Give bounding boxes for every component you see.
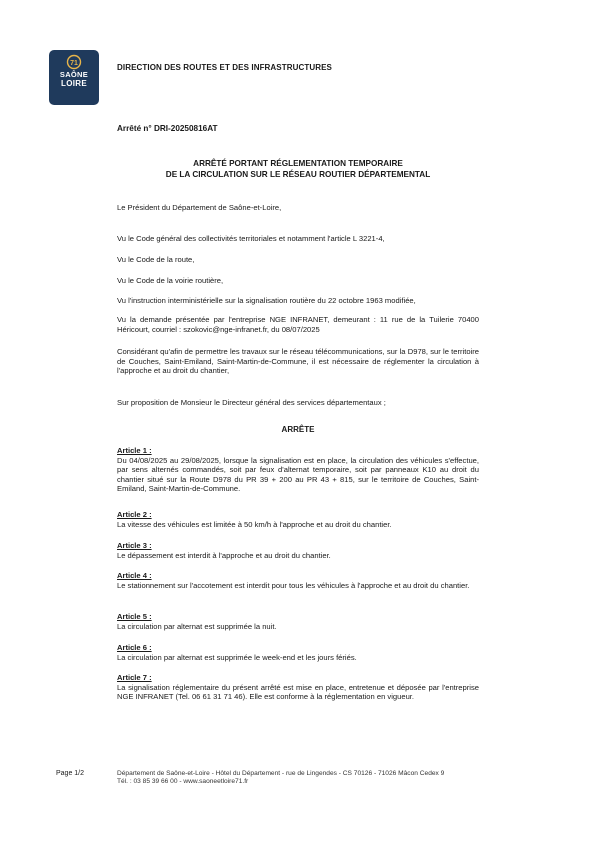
vu-paragraph-4: Vu l'instruction interministérielle sur la signalisation routière du 22 octobre 1963 modifiée, — [117, 296, 416, 305]
logo-emblem-icon — [66, 54, 82, 70]
footer-line-1: Département de Saône-et-Loire - Hôtel du Département - rue de Lingendes - CS 70126 - 71026 Mâcon Cedex 9 — [117, 770, 445, 777]
footer-address — [117, 770, 444, 787]
department-logo — [49, 50, 99, 105]
article-5 — [117, 612, 479, 631]
article-2 — [117, 510, 479, 529]
svg-text:71: 71 — [70, 60, 78, 67]
article-text: Du 04/08/2025 au 29/08/2025, lorsque la signalisation est en place, la circulation des véhicules s'effectue, par sens alternés commandés, soit par feux d'alternat temporaire, soit par panneaux K10 au droit du chantier situé sur la Route D978 du PR 39 + 200 au PR 43 + 815, sur le territoire de Couches, Saint-Emiland, Saint-Martin-de-Commune. — [117, 455, 479, 494]
decree-reference: Arrêté n° DRI-20250816AT — [117, 124, 218, 133]
vu-paragraph-3: Vu le Code de la voirie routière, — [117, 276, 224, 285]
vu-paragraph-1: Vu le Code général des collectivités territoriales et notamment l'article L 3221-4, — [117, 234, 385, 243]
considerant-paragraph: Considérant qu'afin de permettre les travaux sur le réseau télécommunications, sur la D978, sur le territoire de Couches, Saint-Emiland, Saint-Martin-de-Commune, il est nécessaire de réglementer la circulation à l'approche et au droit du chantier, — [117, 347, 479, 376]
article-1 — [117, 446, 479, 494]
article-heading: Article 7 : — [117, 673, 152, 682]
vu-paragraph-2: Vu le Code de la route, — [117, 255, 195, 264]
document-title — [117, 158, 479, 180]
logo-text-line1: SAÔNE — [59, 70, 89, 79]
article-3 — [117, 541, 479, 560]
vu-paragraph-5: Vu la demande présentée par l'entreprise NGE INFRANET, demeurant : 11 rue de la Tuilerie 70400 Héricourt, courriel : szokovic@nge-infranet.fr, du 08/07/2025 — [117, 315, 479, 334]
article-text: La vitesse des véhicules est limitée à 50 km/h à l'approche et au droit du chantier. — [117, 519, 392, 529]
title-line-2: DE LA CIRCULATION SUR LE RÉSEAU ROUTIER DÉPARTEMENTAL — [165, 170, 431, 179]
article-text: La circulation par alternat est supprimée le week-end et les jours fériés. — [117, 652, 357, 662]
article-text: La circulation par alternat est supprimée la nuit. — [117, 621, 277, 631]
article-text: La signalisation réglementaire du présent arrêté est mise en place, entretenue et déposée par l'entreprise NGE INFRANET (Tel. 06 61 31 71 46). Elle est conforme à la réglementation en vigueur. — [117, 682, 479, 702]
article-heading: Article 5 : — [117, 612, 152, 621]
proposition-paragraph: Sur proposition de Monsieur le Directeur général des services départementaux ; — [117, 398, 386, 407]
article-7 — [117, 673, 479, 702]
arrete-heading: ARRÊTE — [281, 425, 315, 434]
article-heading: Article 6 : — [117, 643, 152, 652]
article-heading: Article 2 : — [117, 510, 152, 519]
article-heading: Article 4 : — [117, 571, 152, 580]
article-4 — [117, 571, 479, 590]
article-6 — [117, 643, 479, 662]
page-number: Page 1/2 — [56, 770, 85, 777]
article-heading: Article 1 : — [117, 446, 152, 455]
article-text: Le stationnement sur l'accotement est interdit pour tous les véhicules à l'approche et au droit du chantier. — [117, 580, 470, 590]
article-heading: Article 3 : — [117, 541, 152, 550]
title-line-1: ARRÊTÉ PORTANT RÉGLEMENTATION TEMPORAIRE — [193, 159, 403, 168]
logo-text-line2: LOIRE — [61, 79, 87, 88]
service-name: DIRECTION DES ROUTES ET DES INFRASTRUCTURES — [117, 63, 332, 72]
footer-line-2: Tél. : 03 85 39 66 00 - www.saoneetloire71.fr — [117, 778, 249, 786]
article-text: Le dépassement est interdit à l'approche et au droit du chantier. — [117, 550, 331, 560]
president-line: Le Président du Département de Saône-et-Loire, — [117, 203, 282, 212]
